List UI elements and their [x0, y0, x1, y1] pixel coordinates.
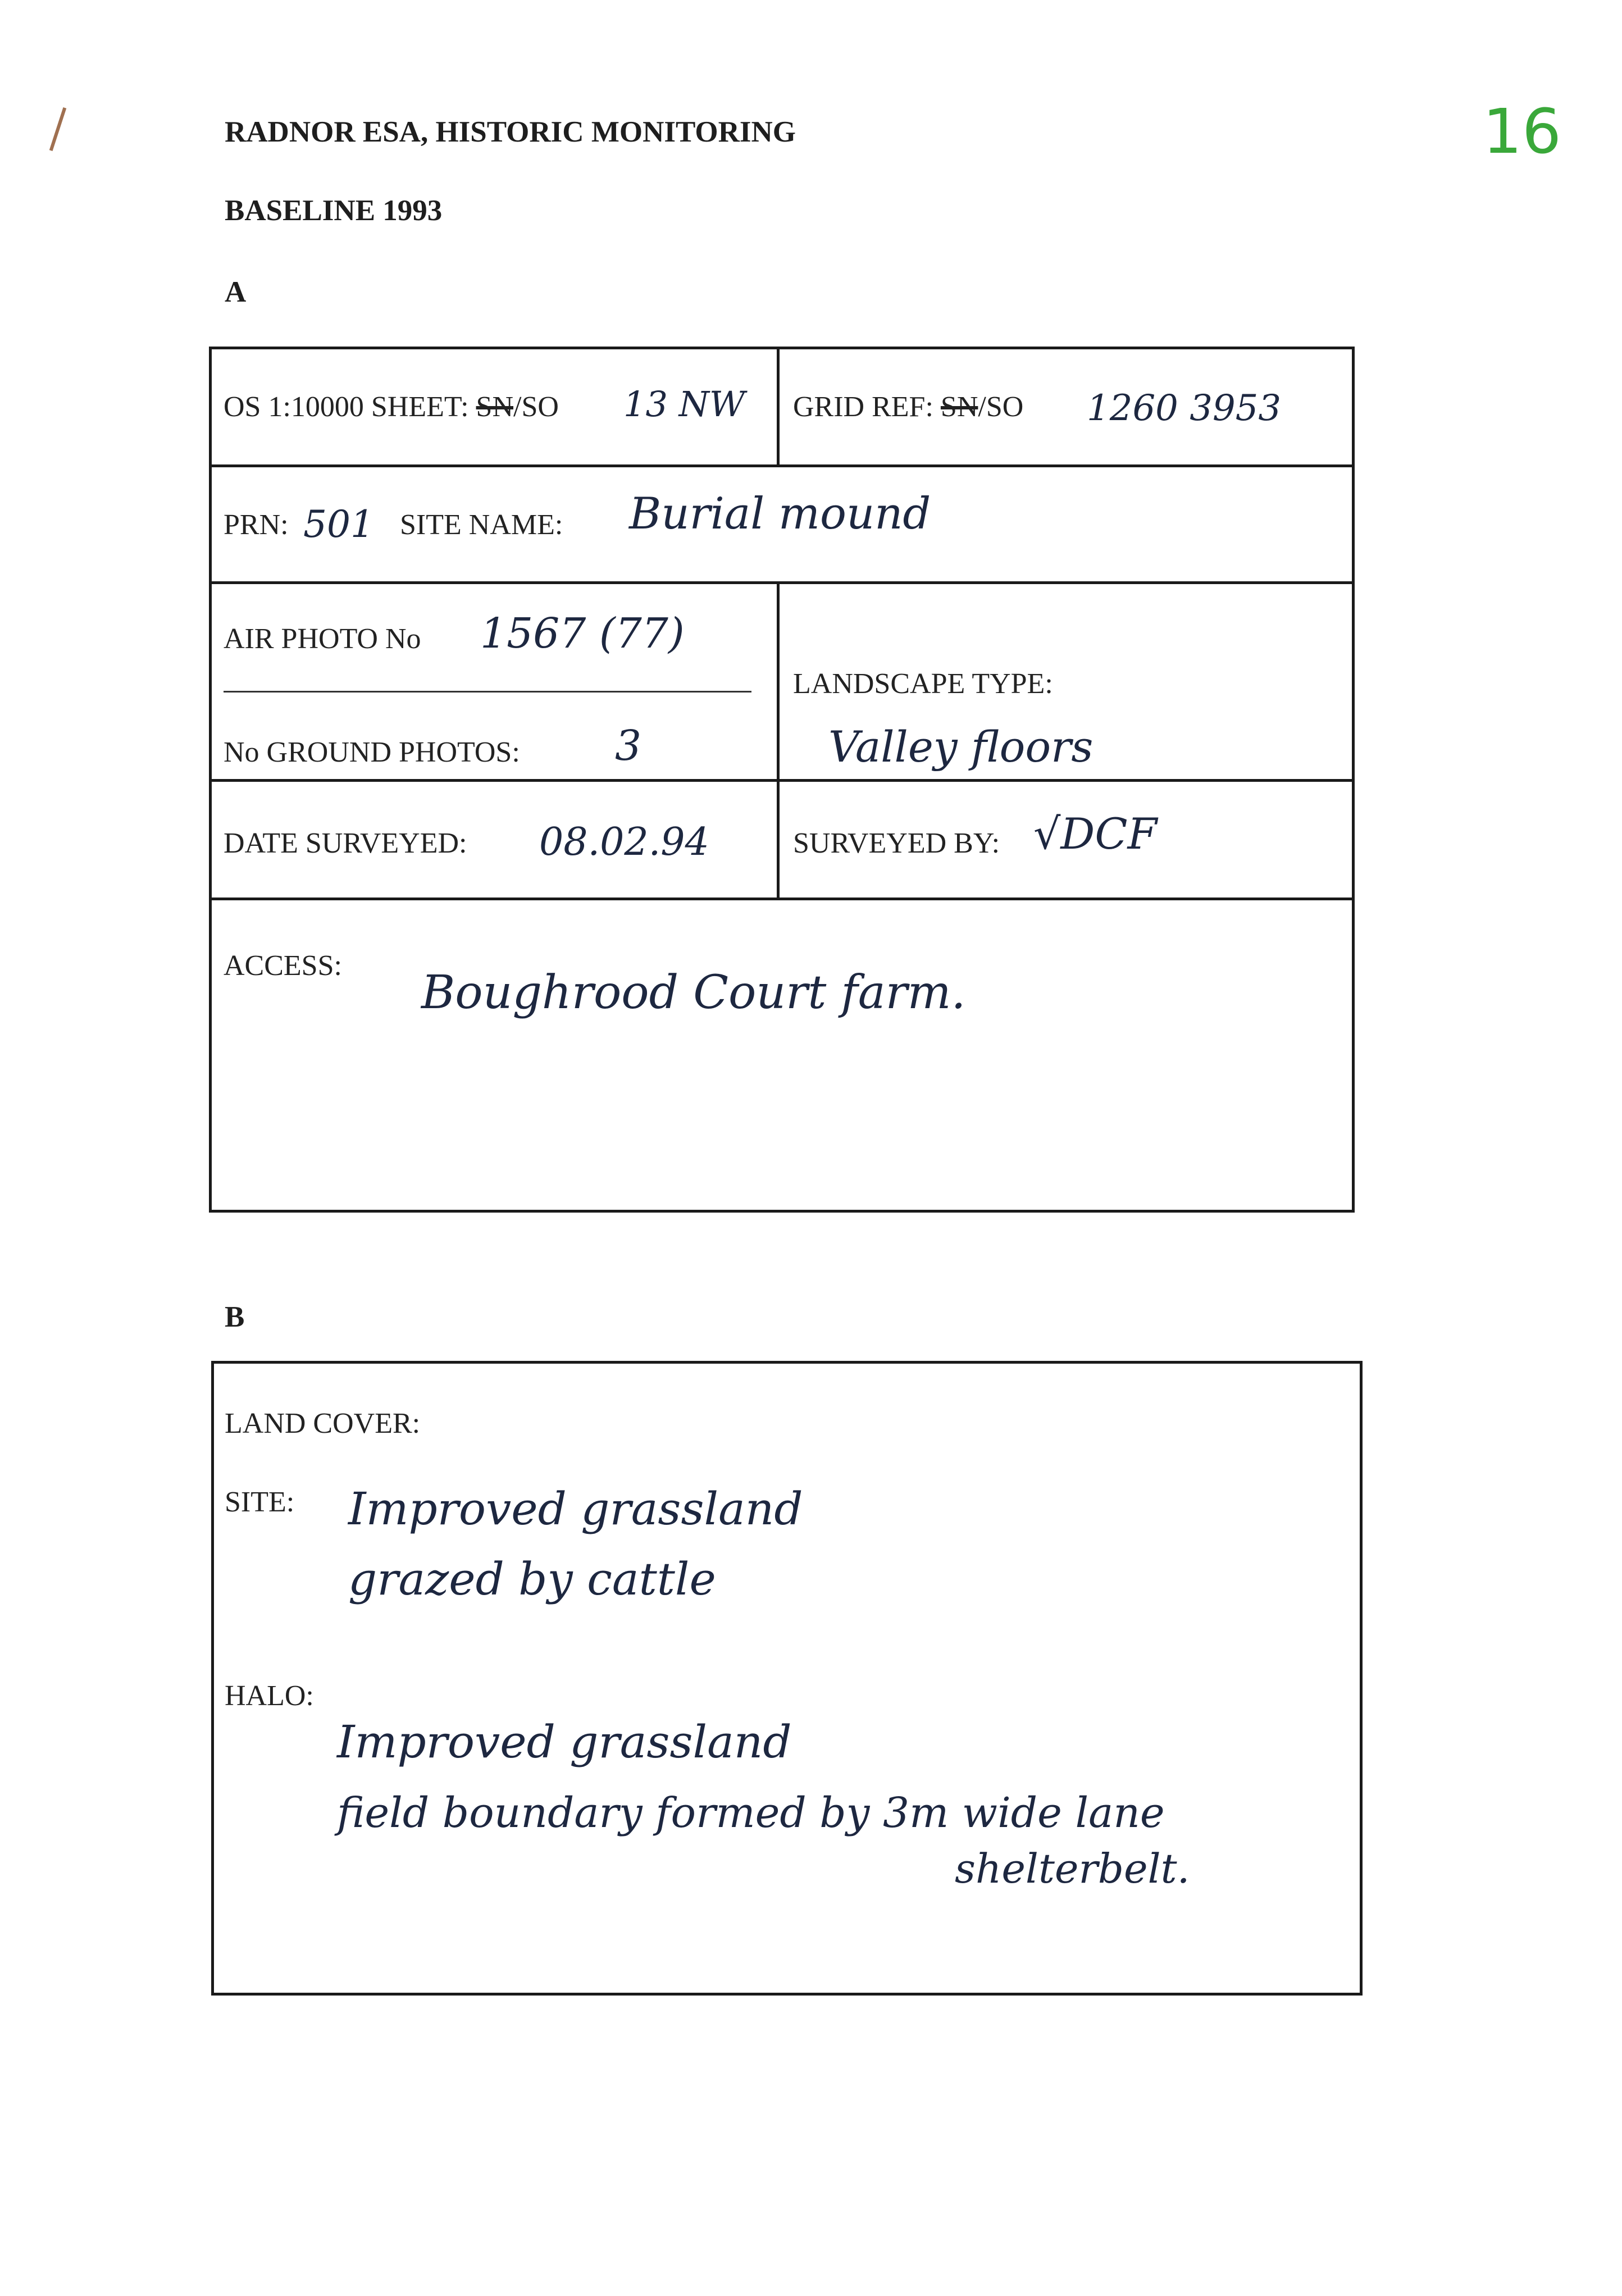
prn-value: 501 — [303, 503, 374, 546]
date-surveyed-label: DATE SURVEYED: — [224, 827, 467, 859]
landscape-type-value: Valley floors — [828, 722, 1094, 772]
os-sheet-field — [224, 390, 559, 423]
air-photo-value: 1567 (77) — [480, 609, 685, 658]
access-label: ACCESS: — [224, 950, 342, 982]
os-sheet-value: 13 NW — [623, 384, 745, 425]
site-name-label: SITE NAME: — [400, 509, 563, 541]
site-name-value: Burial mound — [629, 489, 931, 539]
ground-photos-value: 3 — [615, 722, 642, 770]
site-label: SITE: — [225, 1486, 295, 1518]
row-divider — [209, 898, 1355, 900]
surveyed-by-value: √DCF — [1033, 809, 1158, 859]
row-divider — [209, 464, 1355, 467]
halo-label: HALO: — [225, 1680, 314, 1712]
section-a-label: A — [225, 276, 247, 308]
section-b-table — [211, 1361, 1363, 1996]
halo-line-1: Improved grassland — [337, 1716, 792, 1768]
access-value: Boughrood Court farm. — [421, 966, 966, 1019]
column-divider — [777, 581, 780, 899]
grid-ref-struck-prefix: SN — [940, 391, 978, 423]
halo-line-3: shelterbelt. — [955, 1845, 1190, 1892]
form-title: RADNOR ESA, HISTORIC MONITORING — [225, 116, 796, 148]
site-line-1: Improved grassland — [348, 1483, 803, 1535]
air-photo-underline — [224, 691, 751, 693]
page-number: 16 — [1483, 95, 1561, 167]
os-sheet-label: OS 1:10000 SHEET: — [224, 391, 469, 423]
site-line-2: grazed by cattle — [348, 1553, 716, 1605]
halo-line-2: field boundary formed by 3m wide lane — [337, 1789, 1165, 1837]
grid-ref-label: GRID REF: — [793, 391, 933, 423]
column-divider — [777, 347, 780, 466]
os-sheet-struck-prefix: SN — [476, 391, 514, 423]
grid-ref-value: 1260 3953 — [1087, 388, 1282, 429]
grid-ref-prefix: /SO — [978, 391, 1024, 423]
ground-photos-label: No GROUND PHOTOS: — [224, 736, 520, 768]
row-divider — [209, 779, 1355, 782]
surveyed-by-label: SURVEYED BY: — [793, 827, 1000, 859]
air-photo-label: AIR PHOTO No — [224, 623, 421, 655]
landscape-type-label: LANDSCAPE TYPE: — [793, 668, 1053, 700]
form-subtitle: BASELINE 1993 — [225, 194, 443, 227]
date-surveyed-value: 08.02.94 — [539, 820, 709, 864]
margin-tick-mark — [49, 107, 66, 151]
os-sheet-prefix: /SO — [513, 391, 559, 423]
land-cover-label: LAND COVER: — [225, 1407, 421, 1439]
section-b-label: B — [225, 1301, 245, 1333]
prn-label: PRN: — [224, 509, 289, 541]
grid-ref-field — [793, 390, 1023, 423]
row-divider — [209, 581, 1355, 584]
